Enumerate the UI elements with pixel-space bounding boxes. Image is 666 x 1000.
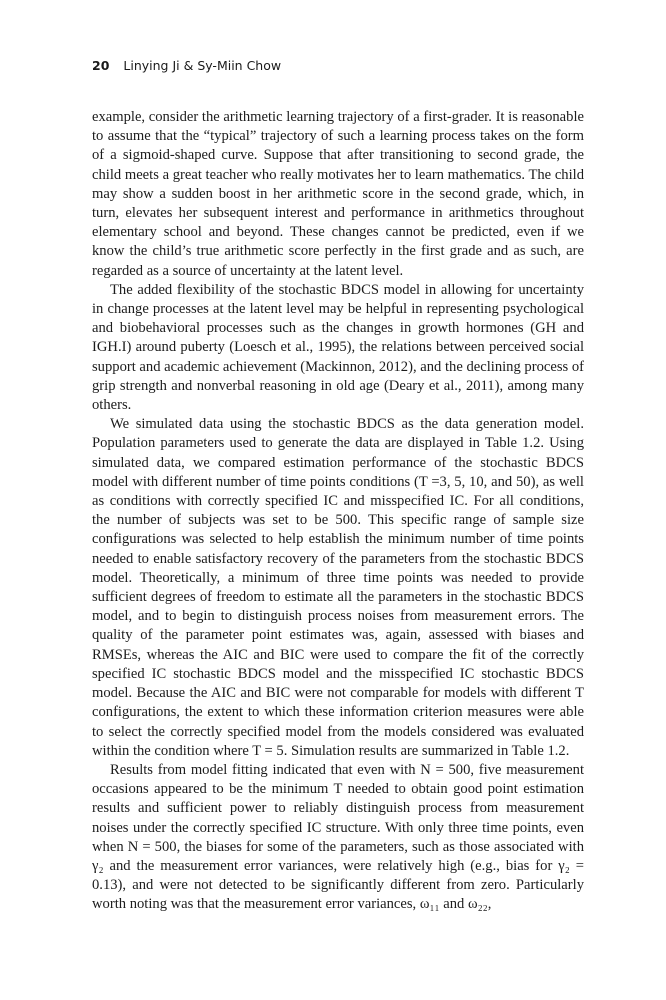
book-page — [92, 58, 584, 915]
paragraph-4: Results from model fitting indicated that even with N = 500, five measurement occasions appeared to be the minimum T needed to obtain good point estimation results and sufficient power to reliably distinguish process from measurement noises under the correctly specified IC structure. With only three time points, even when N = 500, the biases for some of the parameters, such as those associated with γ₂ and the measurement error variances, were relatively high (e.g., bias for γ₂ = 0.13), and were not detected to be significantly different from zero. Particularly worth noting was that the measurement error variances, ω₁₁ and ω₂₂, — [92, 761, 584, 913]
paragraph-1: example, consider the arithmetic learning trajectory of a first-grader. It is reasonable to assume that the “typical” trajectory of such a learning process takes on the form of a sigmoid-shaped curve. Suppose that after transitioning to second grade, the child meets a great teacher who really motivates her to learn mathematics. The child may show a sudden boost in her arithmetic score in the second grade, which, in turn, elevates her subsequent interest and performance in arithmetics throughout elementary school and beyond. These changes cannot be predicted, even if we know the child’s true arithmetic score perfectly in the first grade and as such, are regarded as a source of uncertainty at the latent level. — [92, 109, 584, 279]
page-number: 20 — [92, 58, 110, 73]
running-head — [92, 58, 584, 80]
paragraph-3: We simulated data using the stochastic BDCS as the data generation model. Population parameters used to generate the data are displayed in Table 1.2. Using simulated data, we compared estimation performance of the stochastic BDCS model with different number of time points conditions (T =3, 5, 10, and 50), as well as conditions with correctly specified IC and misspecified IC. For all conditions, the number of subjects was set to be 500. This specific range of sample size configurations was selected to help establish the minimum number of time points needed to enable satisfactory recovery of the parameters from the stochastic BDCS model. Theoretically, a minimum of three time points was needed to provide sufficient degrees of freedom to estimate all the parameters in the stochastic BDCS model, and to begin to distinguish process noises from measurement errors. The quality of the parameter point estimates was, again, assessed with biases and RMSEs, whereas the AIC and BIC were used to compare the fit of the correctly specified IC stochastic BDCS model and the misspecified IC stochastic BDCS model. Because the AIC and BIC were not comparable for models with different T configurations, the extent to which these information criterion measures were able to select the correctly specified model from the models considered was evaluated within the condition where T = 5. Simulation results are summarized in Table 1.2. — [92, 416, 584, 759]
body-text — [92, 108, 584, 915]
paragraph-2: The added flexibility of the stochastic BDCS model in allowing for uncertainty in change processes at the latent level may be helpful in representing psychological and biobehavioral processes such as the changes in growth hormones (GH and IGH.I) around puberty (Loesch et al., 1995), the relations between perceived social support and academic achievement (Mackinnon, 2012), and the declining process of grip strength and nonverbal reasoning in old age (Deary et al., 2011), among many others. — [92, 281, 584, 414]
running-head-authors: Linying Ji & Sy-Miin Chow — [123, 58, 282, 73]
